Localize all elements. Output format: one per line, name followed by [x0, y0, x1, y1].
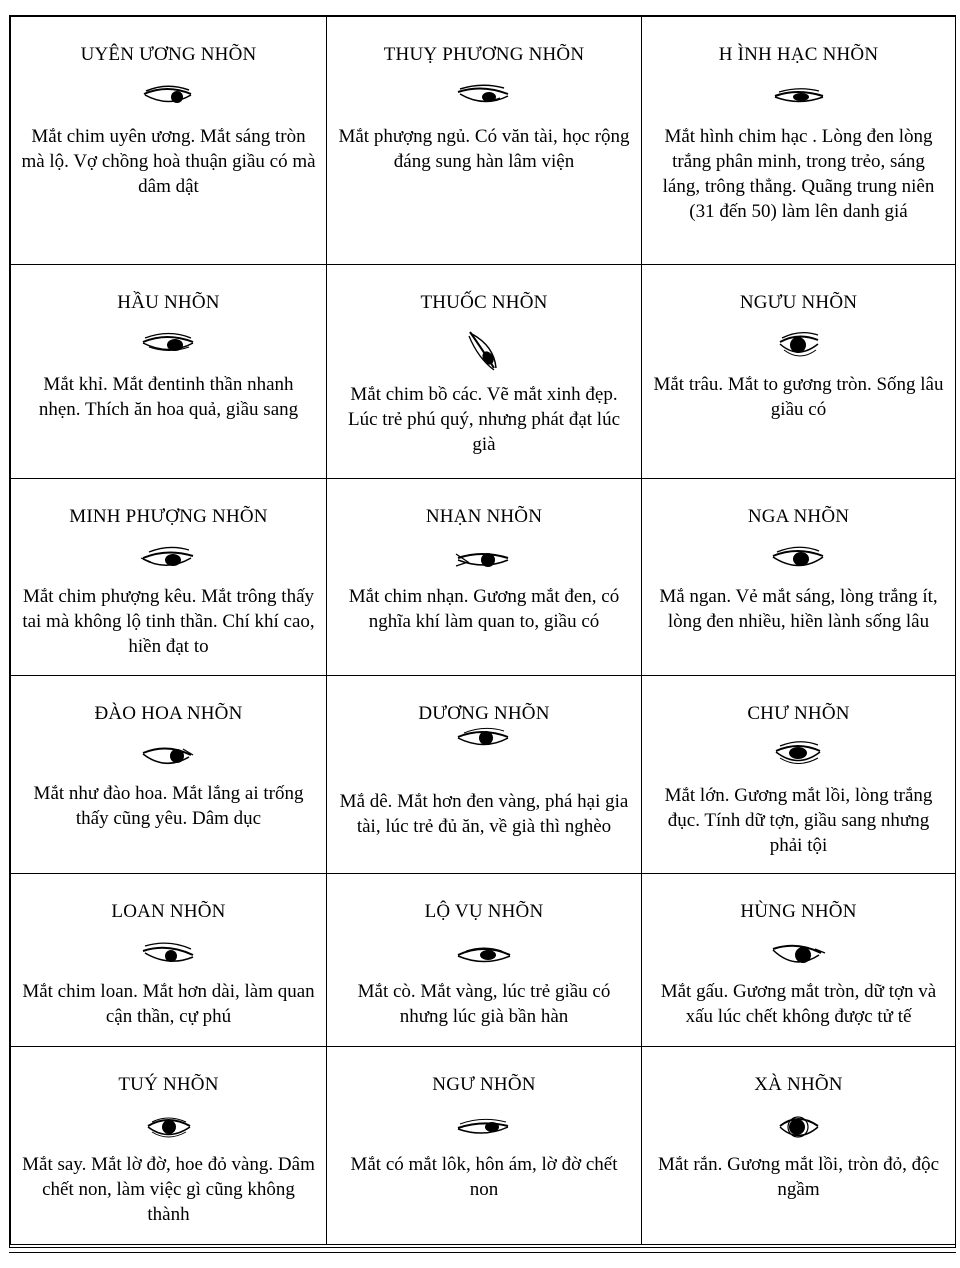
- eye-sleeping-phoenix-icon: [454, 82, 514, 116]
- table-cell: [11, 874, 327, 1047]
- cell-title: XÀ NHÕN: [754, 1074, 843, 1095]
- cell-description: Mắ ngan. Vẻ mắt sáng, lòng trắng ít, lòng đen nhiều, hiền lành sống lâu: [659, 586, 938, 632]
- cell-title: TUÝ NHÕN: [118, 1074, 219, 1095]
- cell-title: MINH PHƯỢNG NHÕN: [69, 506, 268, 527]
- eye-loan-bird-icon: [139, 939, 199, 973]
- cell-description: Mắt có mắt lôk, hôn ám, lờ đờ chết non: [350, 1154, 618, 1200]
- cell-description: Mắt say. Mắt lờ đờ, hoe đỏ vàng. Dâm chết non, làm việc gì cũng không thành: [22, 1154, 315, 1225]
- eye-peach-blossom-icon: [139, 741, 199, 775]
- cell-title: LOAN NHÕN: [111, 901, 226, 922]
- eye-crying-phoenix-icon: [139, 544, 199, 578]
- table-row: [11, 17, 956, 265]
- table-cell: [642, 1047, 956, 1245]
- cell-title: LỘ VỤ NHÕN: [424, 901, 544, 922]
- cell-title: NGƯU NHÕN: [739, 292, 858, 313]
- eye-heron-icon: [454, 939, 514, 973]
- cell-title: THUỴ PHƯƠNG NHÕN: [383, 44, 585, 65]
- cell-title: HÙNG NHÕN: [740, 901, 857, 922]
- table-cell: [642, 874, 956, 1047]
- cell-description: Mắt khỉ. Mắt đentinh thần nhanh nhẹn. Thích ăn hoa quả, giầu sang: [38, 374, 299, 420]
- table-cell: [642, 265, 956, 479]
- table-cell: [11, 17, 327, 265]
- cell-title: NGA NHÕN: [747, 506, 850, 527]
- cell-description: Mắt chim bồ các. Vẽ mắt xinh đẹp. Lúc trẻ phú quý, nhưng phát đạt lúc già: [347, 384, 620, 455]
- table-cell: [11, 1047, 327, 1245]
- table-row: [11, 676, 956, 874]
- cell-title: ĐÀO HOA NHÕN: [94, 703, 243, 724]
- eye-drunk-icon: [144, 1112, 194, 1146]
- cell-title: THUỐC NHÕN: [420, 292, 548, 313]
- eye-goose-icon: [769, 544, 829, 578]
- cell-description: Mắt cò. Mắt vàng, lúc trẻ giầu có nhưng lúc già bần hàn: [357, 981, 611, 1027]
- eye-crane-icon: [769, 82, 829, 116]
- table-cell: [11, 479, 327, 676]
- cell-description: Mắt như đào hoa. Mắt lắng ai trống thấy cũng yêu. Dâm dục: [33, 783, 304, 829]
- cell-description: Mắt rắn. Gương mắt lồi, tròn đỏ, độc ngầm: [657, 1154, 940, 1200]
- cell-title: NGƯ NHÕN: [432, 1074, 536, 1095]
- eye-buffalo-icon: [774, 330, 824, 364]
- table-cell: [642, 17, 956, 265]
- table-row: [11, 265, 956, 479]
- cell-description: Mắt gấu. Gương mắt tròn, dữ tợn và xấu lúc chết không được tử tế: [660, 981, 937, 1027]
- cell-description: Mắt chim uyên ương. Mắt sáng tròn mà lộ. Vợ chồng hoà thuận giầu có mà dâm dật: [21, 126, 316, 197]
- cell-description: Mắ dê. Mắt hơn đen vàng, phá hại gia tài, lúc trẻ đủ ăn, về già thì nghèo: [339, 791, 629, 837]
- eye-wild-goose-icon: [454, 544, 514, 578]
- cell-description: Mắt chim loan. Mắt hơn dài, làm quan cận thần, cự phú: [22, 981, 315, 1027]
- eye-mandarin-duck-icon: [139, 82, 199, 116]
- eye-fish-icon: [454, 1112, 514, 1146]
- cell-title: CHƯ NHÕN: [747, 703, 850, 724]
- table-row: [11, 874, 956, 1047]
- table-cell: [327, 479, 642, 676]
- cell-title: H ÌNH HẠC NHÕN: [718, 44, 879, 65]
- eye-goat-icon: [454, 727, 514, 755]
- table-cell: [327, 265, 642, 479]
- table-cell: [642, 676, 956, 874]
- table-cell: [327, 874, 642, 1047]
- eye-types-table: [10, 16, 956, 1245]
- cell-description: Mắt chim phượng kêu. Mắt trông thấy tai mà không lộ tinh thần. Chí khí cao, hiền đạt to: [22, 586, 315, 657]
- table-row: [11, 479, 956, 676]
- table-cell: [327, 1047, 642, 1245]
- cell-title: UYÊN ƯƠNG NHÕN: [80, 44, 257, 65]
- table-cell: [11, 676, 327, 874]
- table-cell: [327, 676, 642, 874]
- eye-snake-icon: [776, 1112, 822, 1146]
- eye-pig-icon: [772, 739, 826, 773]
- table-row: [11, 1047, 956, 1245]
- cell-description: Mắt hình chim hạc . Lòng đen lòng trắng phân minh, trong trẻo, sáng láng, trông thẳng. Quãng trung niên (31 đến 50) làm lên danh giá: [662, 126, 935, 222]
- eye-bear-icon: [769, 939, 829, 973]
- cell-title: NHẠN NHÕN: [425, 506, 543, 527]
- cell-title: HẦU NHÕN: [117, 292, 220, 313]
- eye-monkey-icon: [139, 330, 199, 364]
- cell-description: Mắt phượng ngủ. Có văn tài, học rộng đáng sung hàn lâm viện: [338, 126, 630, 172]
- eye-sparrow-icon: [464, 328, 504, 376]
- cell-description: Mắt chim nhạn. Gương mắt đen, có nghĩa khí làm quan to, giầu có: [348, 586, 620, 632]
- table-cell: [327, 17, 642, 265]
- cell-title: DƯƠNG NHÕN: [418, 703, 550, 724]
- table-cell: [11, 265, 327, 479]
- cell-description: Mắt trâu. Mắt to gương tròn. Sống lâu giầu có: [653, 374, 944, 420]
- table-cell: [642, 479, 956, 676]
- cell-description: Mắt lớn. Gương mắt lồi, lòng trắng đục. Tính dữ tợn, giầu sang nhưng phải tội: [664, 785, 933, 856]
